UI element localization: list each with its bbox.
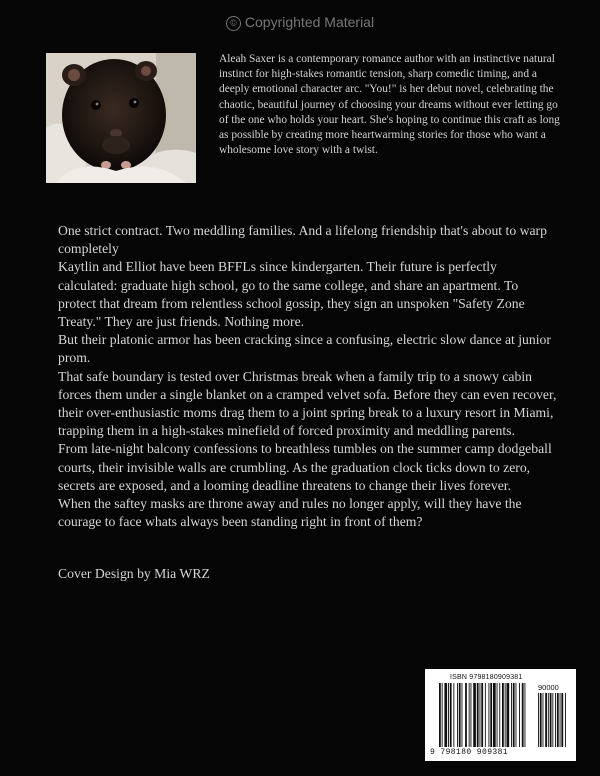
author-bio: Aleah Saxer is a contemporary romance author with an instinctive natural instinct for high-stakes romantic tension, sharp comedic timing, and a deeply emotional character arc. "You!" is her debut novel, celebrating the chaotic, beautiful journey of choosing your dreams without ever letting go of the one who holds your heart. She's hoping to continue this craft as long as possible by creating more heartwarming stories for those who want a wholesome love story with a twist. — [219, 53, 560, 157]
blurb-paragraph: But their platonic armor has been cracking since a confusing, electric slow dance at junior prom. — [58, 332, 551, 366]
book-blurb — [58, 222, 558, 531]
isbn-barcode — [425, 669, 576, 761]
blurb-paragraph: When the saftey masks are throne away and rules no longer apply, will they have the courage to face whats always been standing right in front of them? — [58, 496, 522, 530]
blurb-paragraph: From late-night balcony confessions to breathless tumbles on the summer camp dodgeball courts, their invisible walls are crumbling. As the graduation clock ticks down to zero, secrets are exposed, and a looming deadline threatens to change their lives forever. — [58, 441, 552, 493]
price-code: 90000 — [538, 683, 559, 692]
cover-design-credit: Cover Design by Mia WRZ — [58, 566, 210, 581]
blurb-paragraph: One strict contract. Two meddling families. And a lifelong friendship that's about to warp completely — [58, 223, 547, 257]
author-photo — [46, 53, 196, 183]
blurb-paragraph: That safe boundary is tested over Christmas break when a family trip to a snowy cabin forces them under a single blanket on a cramped velvet sofa. Before they can even recover, their over-enthusiastic moms drag them to a joint spring break to a luxury resort in Miami, trapping them in a high-stakes minefield of forced proximity and meddling parents. — [58, 368, 557, 439]
blurb-paragraph: Kaytlin and Elliot have been BFFLs since kindergarten. Their future is perfectly calculated: graduate high school, go to the same college, and share an apartment. To protect that dream from relentless school gossip, they sign an unspoken "Safety Zone Treaty." They are just friends. Nothing more. — [58, 259, 525, 330]
watermark-text: Copyrighted Material — [244, 14, 375, 30]
copyright-icon: © — [226, 16, 241, 31]
isbn-digits: 9 798180 909381 — [430, 748, 509, 757]
copyright-watermark — [0, 14, 600, 31]
isbn-label: ISBN 9798180909381 — [450, 674, 523, 681]
